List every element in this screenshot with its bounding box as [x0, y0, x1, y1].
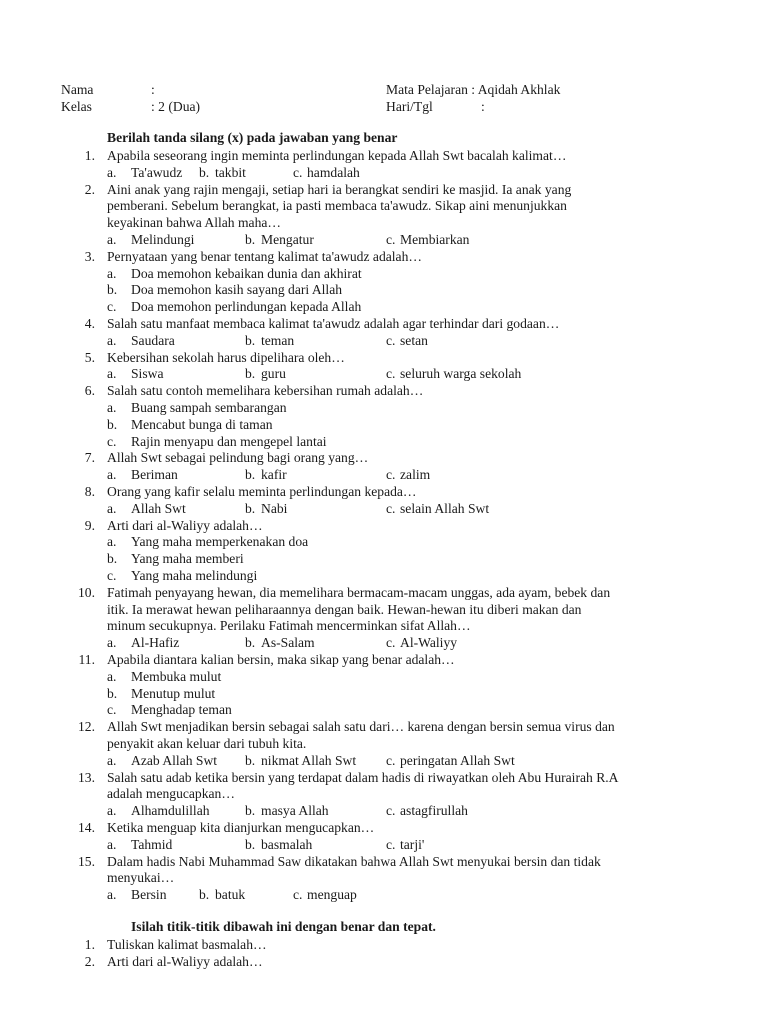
option-text: kafir: [261, 467, 287, 483]
question-number: 10.: [78, 584, 95, 600]
option-text: Beriman: [131, 467, 178, 483]
option-text: zalim: [400, 467, 431, 483]
question-number: 12.: [78, 719, 95, 735]
option-text: Doa memohon kebaikan dunia dan akhirat: [131, 265, 362, 281]
option-letter: a.: [107, 232, 117, 247]
haritgl-separator: :: [481, 99, 485, 114]
option-letter: b.: [245, 500, 256, 516]
option-letter: a.: [107, 366, 117, 382]
question-text: pemberani. Sebelum berangkat, ia pasti membaca ta'awudz. Sikap aini menunjukkan: [107, 198, 567, 214]
essay-number: 2.: [84, 953, 95, 969]
option-text: Rajin menyapu dan mengepel lantai: [131, 433, 327, 449]
option-text: Doa memohon kasih sayang dari Allah: [131, 282, 343, 298]
option-letter: a.: [107, 467, 117, 483]
option-letter: a.: [107, 836, 117, 852]
option-text: hamdalah: [307, 164, 360, 180]
option-text: Ta'awudz: [131, 164, 183, 180]
option-letter: b.: [245, 232, 256, 247]
option-text: Buang sampah sembarangan: [131, 400, 287, 415]
option-letter: c.: [386, 467, 396, 483]
option-letter: c.: [386, 232, 396, 247]
question-number: 4.: [84, 316, 95, 331]
question-number: 15.: [78, 853, 95, 869]
question-text: Apabila seseorang ingin meminta perlindungan kepada Allah Swt bacalah kalimat…: [107, 148, 567, 163]
option-text: Al-Waliyy: [400, 635, 458, 651]
question-text: Apabila diantara kalian bersin, maka sikap yang benar adalah…: [107, 652, 455, 667]
option-letter: c.: [386, 500, 396, 516]
option-letter: b.: [245, 836, 256, 852]
question-text: penyakit akan keluar dari tubuh kita.: [107, 736, 307, 751]
option-text: basmalah: [261, 836, 313, 852]
question-text: Aini anak yang rajin mengaji, setiap hari ia berangkat sendiri ke masjid. Ia anak yang: [107, 181, 572, 197]
option-text: nikmat Allah Swt: [261, 752, 357, 768]
option-text: Nabi: [261, 500, 288, 516]
option-letter: b.: [245, 803, 256, 819]
option-text: Menutup mulut: [131, 685, 216, 701]
question-text: Dalam hadis Nabi Muhammad Saw dikatakan bahwa Allah Swt menyukai bersin dan tidak: [107, 853, 601, 869]
question-text: minum secukupnya. Perilaku Fatimah mencerminkan sifat Allah…: [107, 618, 471, 634]
option-letter: b.: [199, 164, 210, 180]
option-text: Alhamdulillah: [131, 803, 210, 819]
section2-instruction: Isilah titik-titik dibawah ini dengan benar dan tepat.: [131, 919, 436, 934]
question-number: 3.: [84, 248, 95, 264]
option-letter: c.: [386, 803, 396, 819]
option-text: Membiarkan: [400, 232, 470, 247]
option-letter: b.: [245, 752, 256, 768]
nama-separator: :: [151, 82, 155, 97]
question-number: 6.: [84, 383, 95, 399]
option-letter: b.: [199, 887, 210, 903]
option-text: batuk: [215, 887, 246, 903]
question-text: Kebersihan sekolah harus dipelihara oleh…: [107, 349, 345, 365]
question-number: 14.: [78, 820, 95, 835]
option-letter: c.: [386, 836, 396, 852]
question-number: 5.: [84, 349, 95, 365]
question-number: 11.: [78, 652, 95, 667]
kelas-label: Kelas: [61, 99, 92, 114]
option-text: teman: [261, 332, 295, 348]
question-text: adalah mengucapkan…: [107, 786, 235, 802]
option-letter: c.: [107, 433, 117, 449]
question-text: Fatimah penyayang hewan, dia memelihara bermacam-macam unggas, ada ayam, bebek dan: [107, 584, 611, 600]
option-text: As-Salam: [261, 635, 315, 651]
option-letter: c.: [293, 887, 303, 903]
kelas-value: : 2 (Dua): [151, 99, 201, 114]
option-letter: a.: [107, 534, 117, 550]
option-text: seluruh warga sekolah: [400, 366, 522, 382]
option-text: Menghadap teman: [131, 702, 232, 718]
haritgl-label: Hari/Tgl: [386, 99, 433, 114]
question-text: Ketika menguap kita dianjurkan mengucapkan…: [107, 820, 375, 835]
option-letter: a.: [107, 752, 117, 768]
option-text: setan: [400, 332, 428, 348]
question-text: Salah satu adab ketika bersin yang terdapat dalam hadis di riwayatkan oleh Abu Hurairah R.A: [107, 769, 619, 785]
question-number: 1.: [84, 148, 95, 163]
question-text: Arti dari al-Waliyy adalah…: [107, 517, 263, 533]
option-letter: a.: [107, 164, 117, 180]
question-number: 2.: [84, 181, 95, 197]
option-letter: b.: [107, 416, 118, 432]
option-letter: b.: [245, 332, 256, 348]
question-text: keyakinan bahwa Allah maha…: [107, 215, 282, 231]
question-number: 13.: [78, 769, 95, 785]
option-letter: c.: [107, 568, 117, 583]
option-text: Allah Swt: [131, 500, 186, 516]
option-letter: b.: [245, 366, 256, 382]
mapel-label: Mata Pelajaran : Aqidah Akhlak: [386, 82, 561, 97]
question-text: Allah Swt sebagai pelindung bagi orang yang…: [107, 450, 369, 466]
essay-number: 1.: [84, 937, 95, 952]
option-text: Doa memohon perlindungan kepada Allah: [131, 299, 362, 315]
option-text: Yang maha memperkenakan doa: [131, 534, 309, 550]
option-letter: a.: [107, 635, 117, 651]
option-letter: c.: [107, 702, 117, 718]
option-text: Mencabut bunga di taman: [131, 416, 273, 432]
option-letter: c.: [386, 332, 396, 348]
option-text: guru: [261, 366, 286, 382]
option-text: Azab Allah Swt: [131, 752, 218, 768]
option-letter: c.: [107, 299, 117, 315]
question-text: itik. Ia merawat hewan peliharaannya dengan baik. Hewan-hewan itu diberi makan dan: [107, 601, 582, 617]
option-letter: b.: [107, 551, 118, 567]
option-text: peringatan Allah Swt: [400, 752, 515, 768]
option-letter: b.: [245, 635, 256, 651]
option-letter: a.: [107, 332, 117, 348]
option-text: astagfirullah: [400, 803, 468, 819]
question-text: menyukai…: [107, 870, 175, 886]
option-text: Yang maha melindungi: [131, 568, 258, 583]
question-text: Orang yang kafir selalu meminta perlindungan kepada…: [107, 484, 417, 499]
option-text: takbit: [215, 164, 246, 180]
option-text: Melindungi: [131, 232, 195, 247]
question-text: Salah satu contoh memelihara kebersihan rumah adalah…: [107, 383, 424, 399]
option-text: Bersin: [131, 887, 167, 903]
option-text: Mengatur: [261, 232, 314, 247]
option-text: selain Allah Swt: [400, 500, 490, 516]
question-number: 8.: [84, 484, 95, 499]
option-text: masya Allah: [261, 803, 329, 819]
section1-instruction: Berilah tanda silang (x) pada jawaban yang benar: [107, 130, 398, 145]
option-letter: c.: [386, 752, 396, 768]
option-text: Tahmid: [131, 836, 173, 852]
essay-text: Arti dari al-Waliyy adalah…: [107, 953, 263, 969]
option-text: Al-Hafiz: [131, 635, 180, 651]
option-letter: a.: [107, 668, 117, 684]
nama-label: Nama: [61, 82, 94, 97]
question-text: Pernyataan yang benar tentang kalimat ta'awudz adalah…: [107, 248, 422, 264]
option-letter: a.: [107, 887, 117, 903]
option-letter: b.: [245, 467, 256, 483]
option-letter: c.: [293, 164, 303, 180]
option-letter: b.: [107, 685, 118, 701]
question-text: Allah Swt menjadikan bersin sebagai salah satu dari… karena dengan bersin semua virus dan: [107, 719, 615, 735]
essay-text: Tuliskan kalimat basmalah…: [107, 937, 267, 952]
option-letter: c.: [386, 366, 396, 382]
option-letter: a.: [107, 400, 117, 415]
option-text: menguap: [307, 887, 357, 903]
question-number: 9.: [84, 517, 95, 533]
option-text: Membuka mulut: [131, 668, 222, 684]
option-letter: c.: [386, 635, 396, 651]
option-text: Siswa: [131, 366, 164, 382]
option-text: Yang maha memberi: [131, 551, 244, 567]
option-text: Saudara: [131, 332, 175, 348]
question-text: Salah satu manfaat membaca kalimat ta'awudz adalah agar terhindar dari godaan…: [107, 316, 560, 331]
option-letter: a.: [107, 500, 117, 516]
option-letter: b.: [107, 282, 118, 298]
option-letter: a.: [107, 265, 117, 281]
question-number: 7.: [84, 450, 95, 466]
option-letter: a.: [107, 803, 117, 819]
option-text: tarji': [400, 836, 425, 852]
